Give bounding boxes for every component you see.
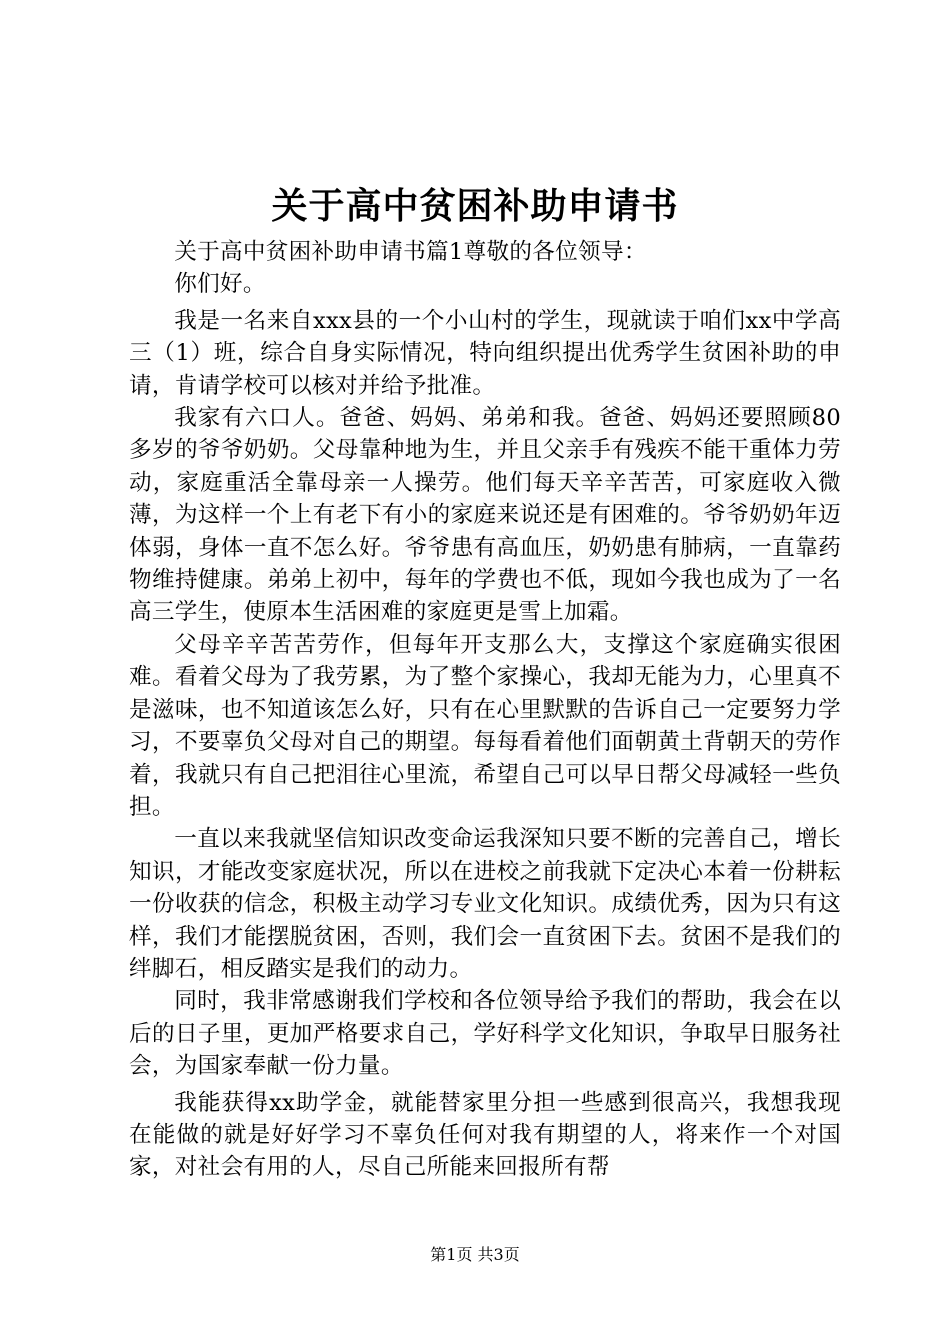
paragraph-determination: 一直以来我就坚信知识改变命运我深知只要不断的完善自己，增长知识，才能改变家庭状况，所以在进校之前我就下定决心本着一份耕耘一份收获的信念，积极主动学习专业文化知识。成绩优秀，因为只有这样，我们才能摆脱贫困，否则，我们会一直贫困下去。贫困不是我们的绊脚石，相反踏实是我们的动力。 <box>129 826 841 982</box>
paragraph-salutation: 关于高中贫困补助申请书篇1尊敬的各位领导： <box>174 239 647 265</box>
document-title: 关于高中贫困补助申请书 <box>271 186 679 227</box>
paragraph-gratitude: 同时，我非常感谢我们学校和各位领导给予我们的帮助，我会在以后的日子里，更加严格要求自己，学好科学文化知识，争取早日服务社会，为国家奉献一份力量。 <box>129 988 841 1080</box>
paragraph-parents: 父母辛辛苦苦劳作，但每年开支那么大，支撑这个家庭确实很困难。看着父母为了我劳累，为了整个家操心，我却无能为力，心里真不是滋味，也不知道该怎么好，只有在心里默默的告诉自己一定要努力学习，不要辜负父母对自己的期望。每每看着他们面朝黄土背朝天的劳作着，我就只有自己把泪往心里流，希望自己可以早日帮父母减轻一些负担。 <box>129 631 841 820</box>
paragraph-closing: 我能获得xx助学金，就能替家里分担一些感到很高兴，我想我现在能做的就是好好学习不辜负任何对我有期望的人，将来作一个对国家，对社会有用的人，尽自己所能来回报所有帮 <box>129 1089 841 1181</box>
paragraph-greeting: 你们好。 <box>174 271 266 298</box>
document-body <box>129 236 841 1184</box>
page-number-footer: 第1页 共3页 <box>430 1245 520 1264</box>
paragraph-introduction: 我是一名来自xxx县的一个小山村的学生，现就读于咱们xx中学高三（1）班，综合自身实际情况，特向组织提出优秀学生贫困补助的申请，肯请学校可以核对并给予批准。 <box>129 307 841 399</box>
paragraph-family: 我家有六口人。爸爸、妈妈、弟弟和我。爸爸、妈妈还要照顾80多岁的爷爷奶奶。父母靠种地为生，并且父亲手有残疾不能干重体力劳动，家庭重活全靠母亲一人操劳。他们每天辛辛苦苦，可家庭收入微薄，为这样一个上有老下有小的家庭来说还是有困难的。爷爷奶奶年迈体弱，身体一直不怎么好。爷爷患有高血压，奶奶患有肺病，一直靠药物维持健康。弟弟上初中，每年的学费也不低，现如今我也成为了一名高三学生，使原本生活困难的家庭更是雪上加霜。 <box>129 405 841 626</box>
